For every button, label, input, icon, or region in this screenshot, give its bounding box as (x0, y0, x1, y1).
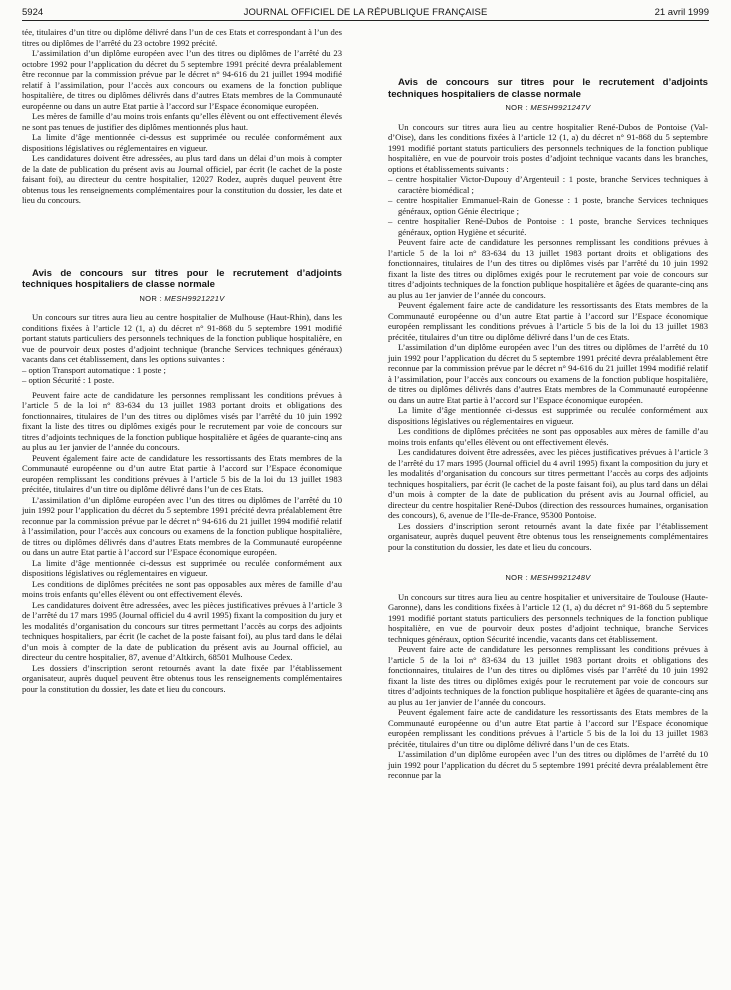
nor-reference (22, 294, 342, 305)
postes-list (388, 174, 708, 237)
nor-label: NOR : (505, 573, 528, 582)
issue-date: 21 avril 1999 (654, 7, 709, 18)
nor-reference (388, 103, 708, 114)
right-column (388, 27, 708, 781)
paragraph: Un concours sur titres aura lieu au centre hospitalier et universitaire de Toulouse (Haute-Garonne), dans les conditions fixées à l’article 12 (1, a) du décret n° 91-868 du 5 septembre 1991 modifié portant statuts particuliers des personnels techniques de la fonction publique hospitalière, en vue de pourvoir deux postes d’adjoint technique, branche Services techniques généraux, option Sécurité incendie, vacants dans cet établissement. (388, 591, 708, 644)
paragraph: Les dossiers d’inscription seront retournés avant la date fixée par l’établissement organisateur, auprès duquel peuvent être obtenus tous les renseignements complémentaires pour la constitution du dossier, les date et lieu du concours. (22, 662, 342, 694)
paragraph: Les mères de famille d’au moins trois enfants qu’elles élèvent ou ont effectivement élevés ne sont pas tenues de justifier des diplômes mentionnés plus haut. (22, 111, 342, 132)
paragraph: Les candidatures doivent être adressées, avec les pièces justificatives prévues à l’article 3 de l’arrêté du 17 mars 1995 (Journal officiel du 4 avril 1995) fixant la composition du jury et les modalités d’organisation du concours sur titres permettant l’accès au corps des adjoints techniques hospitaliers, par écrit (le cachet de la poste faisant foi), au plus tard dans le délai d’un mois à compter de la date de publication du présent avis au Journal officiel, au directeur du centre hospitalier, 87, avenue d’Altkirch, 68501 Mulhouse Cedex. (22, 599, 342, 662)
paragraph: La limite d’âge mentionnée ci-dessus est supprimée ou reculée conformément aux dispositions législatives ou réglementaires en vigueur. (22, 132, 342, 153)
nor-label: NOR : (139, 293, 162, 303)
journal-title: JOURNAL OFFICIEL DE LA RÉPUBLIQUE FRANÇAISE (243, 7, 488, 18)
header-rule (22, 20, 709, 21)
paragraph: Peuvent faire acte de candidature les personnes remplissant les conditions prévues à l’article 5 de la loi n° 83-634 du 13 juillet 1983 portant droits et obligations des fonctionnaires, titulaires de l’un des titres ou diplômes visés par l’arrêté du 10 juin 1992 fixant la liste des titres ou diplômes exigés pour le recrutement par voie de concours sur titres d’adjoints techniques de la fonction publique hospitalière et âgées de quarante-cinq ans au plus au 1er janvier de l’année du concours. (388, 237, 708, 300)
nor-code: MESH9921247V (530, 103, 591, 112)
paragraph: tée, titulaires d’un titre ou diplôme délivré dans l’un de ces Etats et correspondant à l’un des titres ou diplômes de l’arrêté du 23 octobre 1992 précité. (22, 27, 342, 48)
paragraph: L’assimilation d’un diplôme européen avec l’un des titres ou diplômes de l’arrêté du 10 juin 1992 pour l’application du décret du 5 septembre 1991 précité devra préalablement être reconnue par la commission prévue par le décret n° 94-616 du 21 juillet 1994 modifié relatif à l’assimilation, pour l’accès aux concours ou examens de la fonction publique hospitalière, de titres ou diplômes délivrés dans d’autres Etats membres de la Communauté européenne ou dans un autre Etat partie à l’accord sur l’Espace économique européen. (22, 494, 342, 557)
paragraph: Peuvent également faire acte de candidature les ressortissants des Etats membres de la Communauté européenne ou d’un autre Etat partie à l’accord sur l’Espace économique européen remplissant les conditions prévues à l’article 5 bis de la loi du 13 juillet 1983 précitée, titulaires d’un titre ou diplôme délivré dans l’un de ces Etats. (388, 707, 708, 749)
paragraph: Les candidatures doivent être adressées, au plus tard dans un délai d’un mois à compter de la date de publication du présent avis au Journal officiel, par écrit (le cachet de la poste faisant foi), au directeur du centre hospitalier, 12027 Rodez, auprès duquel peuvent être obtenus tous les renseignements complémentaires pour la constitution du dossier, les date et lieu du concours. (22, 153, 342, 205)
paragraph: Les conditions de diplômes précitées ne sont pas opposables aux mères de famille d’au moins trois enfants qu’elles élèvent ou ont effectivement élevés. (22, 578, 342, 599)
paragraph: Les conditions de diplômes précitées ne sont pas opposables aux mères de famille d’au moins trois enfants qu’elles élèvent ou ont effectivement élevés. (388, 426, 708, 447)
paragraph: L’assimilation d’un diplôme européen avec l’un des titres ou diplômes de l’arrêté du 10 juin 1992 pour l’application du décret du 5 septembre 1991 précité devra préalablement être reconnue par la (388, 749, 708, 780)
list-item: – centre hospitalier Victor-Dupouy d’Argenteuil : 1 poste, branche Services techniques à caractère biomédical ; (388, 174, 708, 195)
paragraph: La limite d’âge mentionnée ci-dessus est supprimée ou reculée conformément aux dispositions législatives ou réglementaires en vigueur. (22, 557, 342, 578)
paragraph: Les dossiers d’inscription seront retournés avant la date fixée par l’établissement organisateur, auprès duquel peuvent être obtenus tous les renseignements complémentaires pour la constitution du dossier, les date et lieu du concours. (388, 520, 708, 552)
paragraph: Peuvent également faire acte de candidature les ressortissants des Etats membres de la Communauté européenne ou d’un autre Etat partie à l’accord sur l’Espace économique européen remplissant les conditions prévues à l’article 5 bis de la loi du 13 juillet 1983 précitée, titulaires d’un titre ou diplôme délivré dans l’un de ces Etats. (388, 300, 708, 342)
nor-code: MESH9921248V (530, 573, 591, 582)
paragraph: La limite d’âge mentionnée ci-dessus est supprimée ou reculée conformément aux dispositions législatives ou réglementaires en vigueur. (388, 405, 708, 426)
nor-label: NOR : (505, 103, 528, 112)
left-column (22, 27, 342, 694)
list-item: – centre hospitalier Emmanuel-Rain de Gonesse : 1 poste, branche Services techniques généraux, option Génie électrique ; (388, 195, 708, 216)
list-item: – centre hospitalier René-Dubos de Pontoise : 1 poste, branche Services techniques généraux, option Hygiène et sécurité. (388, 216, 708, 237)
paragraph: Les candidatures doivent être adressées, avec les pièces justificatives prévues à l’article 3 de l’arrêté du 17 mars 1995 (Journal officiel du 4 avril 1995) fixant la composition du jury et les modalités d’organisation du concours sur titres permettant l’accès au corps des adjoints techniques hospitaliers, par écrit (le cachet de la poste faisant foi), au plus tard dans un délai d’un mois à compter de la date de publication du présent avis au Journal officiel, au directeur du centre hospitalier René-Dubos (direction des ressources humaines, organisation des concours), 6, avenue de l’Ile-de-France, 95300 Pontoise. (388, 447, 708, 520)
section-title: Avis de concours sur titres pour le recrutement d’adjoints techniques hospitaliers de classe normale (388, 77, 708, 100)
list-item: – option Transport automatique : 1 poste ; (22, 365, 342, 376)
nor-reference (388, 573, 708, 584)
paragraph: Peuvent faire acte de candidature les personnes remplissant les conditions prévues à l’article 5 de la loi n° 83-634 du 13 juillet 1983 portant droits et obligations des fonctionnaires, titulaires de l’un des titres ou diplômes visés par l’arrêté du 10 juin 1992 fixant la liste des titres ou diplômes exigés pour le recrutement par voie de concours sur titres d’adjoints techniques de la fonction publique hospitalière et âgées de quarante-cinq ans au plus au 1er janvier de l’année du concours. (388, 644, 708, 707)
paragraph: Un concours sur titres aura lieu au centre hospitalier René-Dubos de Pontoise (Val-d’Oise), dans les conditions fixées à l’article 12 (1, a) du décret n° 91-868 du 5 septembre 1991 modifié portant statuts particuliers des personnels techniques de la fonction publique hospitalière, en vue de pourvoir trois postes d’adjoint technique vacants dans les branches, options et établissements suivants : (388, 121, 708, 174)
section-title: Avis de concours sur titres pour le recrutement d’adjoints techniques hospitaliers de classe normale (22, 267, 342, 290)
paragraph: L’assimilation d’un diplôme européen avec l’un des titres ou diplômes de l’arrêté du 10 juin 1992 pour l’application du décret du 5 septembre 1991 précité devra préalablement être reconnue par la commission prévue par le décret n° 94-616 du 21 juillet 1994 modifié relatif à l’assimilation, pour l’accès aux concours ou examens de la fonction publique hospitalière, de titres ou diplômes délivrés dans d’autres Etats membres de la Communauté européenne ou dans un autre Etat partie à l’accord sur l’Espace économique européen. (388, 342, 708, 405)
paragraph: Peuvent également faire acte de candidature les ressortissants des Etats membres de la Communauté européenne ou d’un autre Etat partie à l’accord sur l’Espace économique européen remplissant les conditions prévues à l’article 5 bis de la loi du 13 juillet 1983 précitée, titulaires d’un titre ou diplôme délivré dans l’un de ces Etats. (22, 452, 342, 494)
paragraph: L’assimilation d’un diplôme européen avec l’un des titres ou diplômes de l’arrêté du 23 octobre 1992 pour l’application du décret du 5 septembre 1991 précité devra préalablement être reconnue par la commission prévue par le décret n° 94-616 du 21 juillet 1994 modifié relatif à l’assimilation, pour l’accès aux concours ou examens de la fonction publique hospitalière, de titres ou diplômes délivrés dans d’autres Etats membres de la Communauté européenne ou dans un autre Etat partie à l’accord sur l’Espace économique européen. (22, 48, 342, 111)
paragraph: Un concours sur titres aura lieu au centre hospitalier de Mulhouse (Haut-Rhin), dans les conditions fixées à l’article 12 (1, a) du décret n° 91-868 du 5 septembre 1991 modifié portant statuts particuliers des personnels techniques de la fonction publique hospitalière, en vue de pourvoir deux postes d’adjoint technique (branche Services techniques généraux) vacants dans cet établissement, dans les options suivantes : (22, 312, 342, 364)
paragraph: Peuvent faire acte de candidature les personnes remplissant les conditions prévues à l’article 5 de la loi n° 83-634 du 13 juillet 1983 portant droits et obligations des fonctionnaires, titulaires de l’un des titres ou diplômes visés par l’arrêté du 10 juin 1992 fixant la liste des titres ou diplômes exigés pour le recrutement par voie de concours sur titres d’adjoints techniques de la fonction publique hospitalière et âgées de quarante-cinq ans au plus au 1er janvier de l’année du concours. (22, 389, 342, 452)
list-item: – option Sécurité : 1 poste. (22, 375, 342, 386)
nor-code: MESH9921221V (164, 293, 225, 303)
page-number: 5924 (22, 7, 44, 18)
options-list (22, 365, 342, 386)
